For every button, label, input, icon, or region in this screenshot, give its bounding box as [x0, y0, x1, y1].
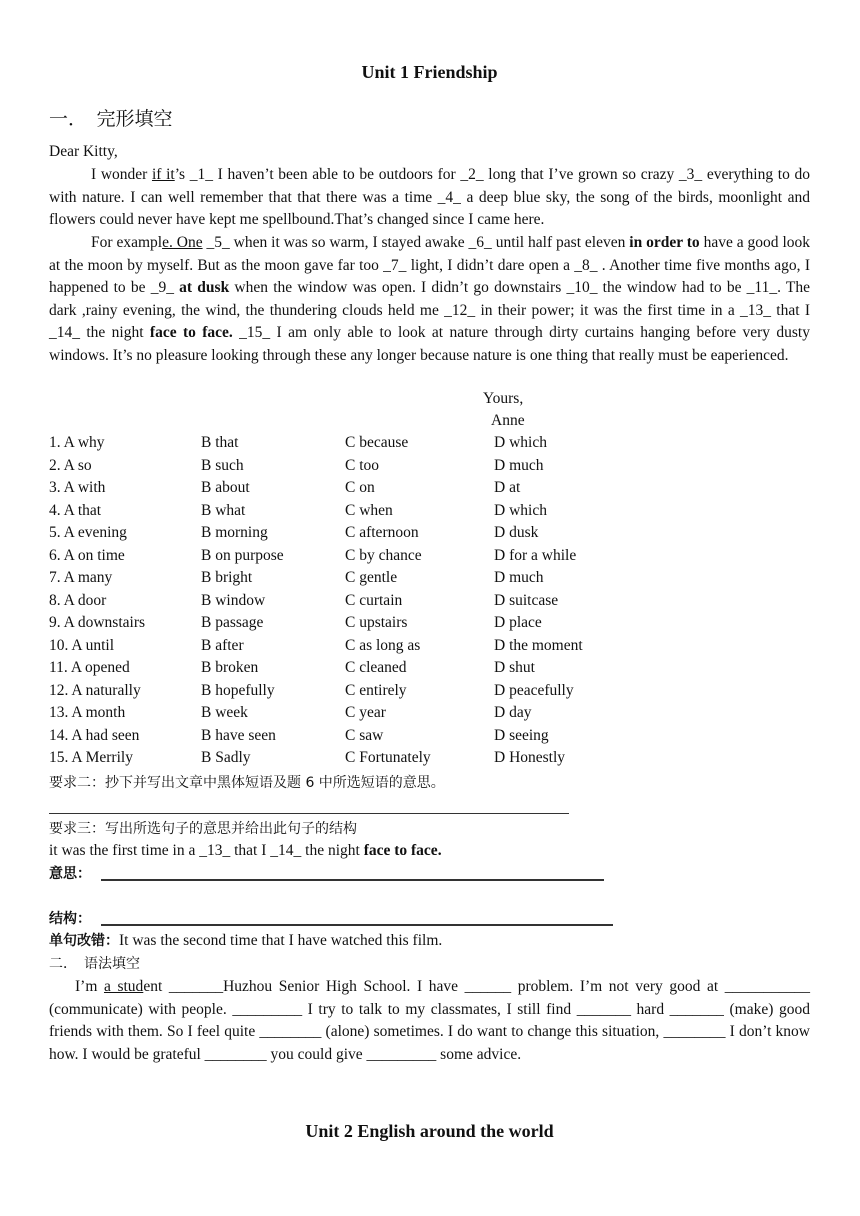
option-choice: B week [201, 704, 248, 721]
option-choice: C gentle [345, 569, 398, 586]
option-choice: B what [201, 501, 246, 519]
requirement-3: 要求三：写出所选句子的意思并给出此句子的结构 [49, 821, 357, 837]
option-choice: 5. A evening [49, 524, 127, 541]
structure-answer-line[interactable] [101, 924, 613, 926]
option-choice: 7. A many [49, 569, 113, 586]
option-choice: D the moment [494, 636, 583, 654]
option-choice: D much [494, 456, 544, 474]
option-row [49, 592, 810, 615]
option-row [49, 682, 810, 705]
option-choice: D for a while [494, 546, 577, 564]
option-choice: 4. A that [49, 501, 102, 519]
option-choice: D much [494, 569, 544, 586]
option-choice: 11. A opened [49, 659, 130, 676]
option-choice: D Honestly [494, 749, 566, 766]
option-choice: D day [494, 704, 532, 721]
option-row [49, 547, 810, 570]
option-choice: D place [494, 614, 542, 631]
option-choice: C upstairs [345, 614, 408, 631]
option-choice: C afternoon [345, 524, 419, 541]
option-choice: C cleaned [345, 659, 407, 676]
option-choice: 8. A door [49, 591, 107, 609]
option-choice: B have seen [201, 726, 276, 744]
option-choice: B that [201, 434, 239, 451]
focus-sentence: it was the first time in a _13_ that I _14_ the night face to face. [49, 842, 442, 859]
option-choice: C on [345, 479, 375, 496]
option-choice: C entirely [345, 681, 407, 699]
option-choice: 6. A on time [49, 546, 125, 564]
option-choice: B on purpose [201, 546, 284, 564]
answer-line-req2[interactable] [49, 813, 569, 814]
option-choice: 15. A Merrily [49, 749, 133, 766]
option-row [49, 569, 810, 592]
option-row [49, 659, 810, 682]
option-choice: D suitcase [494, 591, 559, 609]
option-choice: D dusk [494, 524, 539, 541]
structure-label: 结构： [49, 911, 91, 927]
option-choice: C Fortunately [345, 749, 431, 766]
option-choice: 13. A month [49, 704, 126, 721]
letter-greeting: Dear Kitty, [49, 143, 118, 160]
option-choice: B morning [201, 524, 268, 541]
option-choice: D seeing [494, 726, 549, 744]
grammar-paragraph: I’m a student _______Huzhou Senior High School. I have ______ problem. I’m not very good at ___________ (communicate) with people. _________ I try to talk to my classmates, I still find _______ hard _______ (make) good friends with them. So I feel quite ________ (alone) sometimes. I do want to change this situation, ________ I don’t know how. I would be grateful ________ you could give _________ some advice. [49, 978, 810, 1063]
option-row [49, 434, 810, 457]
option-choice: 9. A downstairs [49, 614, 146, 631]
option-choice: 10. A until [49, 636, 115, 654]
option-choice: 14. A had seen [49, 726, 140, 744]
requirement-2: 要求二：抄下并写出文章中黑体短语及题 6 中所选短语的意思。 [49, 775, 445, 791]
option-row [49, 637, 810, 660]
option-choice: 12. A naturally [49, 681, 141, 699]
option-row [49, 457, 810, 480]
option-choice: B window [201, 591, 266, 609]
option-choice: C too [345, 456, 380, 474]
correction-item: 单句改错：It was the second time that I have watched this film. [49, 932, 443, 949]
option-choice: D at [494, 479, 521, 496]
option-choice: C as long as [345, 636, 421, 654]
option-row [49, 614, 810, 637]
option-choice: B about [201, 479, 250, 496]
section1-heading: 一． 完形填空 [49, 108, 173, 130]
option-choice: B bright [201, 569, 253, 586]
option-choice: D peacefully [494, 681, 574, 699]
option-row [49, 749, 810, 772]
unit1-title: Unit 1 Friendship [361, 62, 498, 82]
option-row [49, 704, 810, 727]
letter-closing: Yours, [483, 390, 524, 407]
option-choice: 3. A with [49, 479, 106, 496]
option-row [49, 479, 810, 502]
letter-paragraph-1: I wonder if it’s _1_ I haven’t been able to be outdoors for _2_ long that I’ve grown so crazy _3_ everything to do with nature. I can well remember that that there was a time _4_ a deep blue sky, the song of the birds, moonlight and flowers could never have kept me spellbound.That’s changed since I came here. [49, 166, 810, 228]
letter-signature: Anne [491, 412, 525, 429]
option-choice: C curtain [345, 591, 403, 609]
meaning-label: 意思： [49, 866, 91, 882]
option-choice: B passage [201, 614, 264, 631]
option-choice: D which [494, 501, 547, 519]
options-table [49, 434, 810, 772]
option-row [49, 502, 810, 525]
section2-heading: 二． 语法填空 [49, 956, 140, 972]
option-choice: C when [345, 501, 393, 519]
option-choice: B after [201, 636, 244, 654]
option-choice: B Sadly [201, 749, 251, 766]
letter-paragraph-2: For example. One _5_ when it was so warm, I stayed awake _6_ until half past eleven in order to have a good look at the moon by myself. But as the moon gave far too _7_ light, I didn’t dare open a _8_ . Another time five months ago, I happened to be _9_ at dusk when the window was open. I didn’t go downstairs _10_ the window had to be _11_. The dark ,rainy evening, the wind, the thundering clouds held me _12_ in their power; it was the first time in a _13_ that I _14_ the night face to face. _15_ I am only able to look at nature through dirty curtains hanging before very dusty windows. It’s no pleasure looking through these any longer because nature is one thing that really must be eaperienced. [49, 234, 811, 364]
option-choice: 1. A why [49, 434, 105, 451]
option-choice: 2. A so [49, 456, 92, 474]
option-choice: D which [494, 434, 547, 451]
option-choice: D shut [494, 659, 535, 676]
unit2-title: Unit 2 English around the world [305, 1121, 554, 1141]
option-row [49, 727, 810, 750]
option-choice: B broken [201, 659, 259, 676]
option-row [49, 524, 810, 547]
option-choice: C because [345, 434, 409, 451]
meaning-answer-line[interactable] [101, 879, 604, 881]
option-choice: C saw [345, 726, 384, 744]
option-choice: C by chance [345, 546, 422, 564]
option-choice: C year [345, 704, 386, 721]
option-choice: B hopefully [201, 681, 275, 699]
option-choice: B such [201, 456, 244, 474]
